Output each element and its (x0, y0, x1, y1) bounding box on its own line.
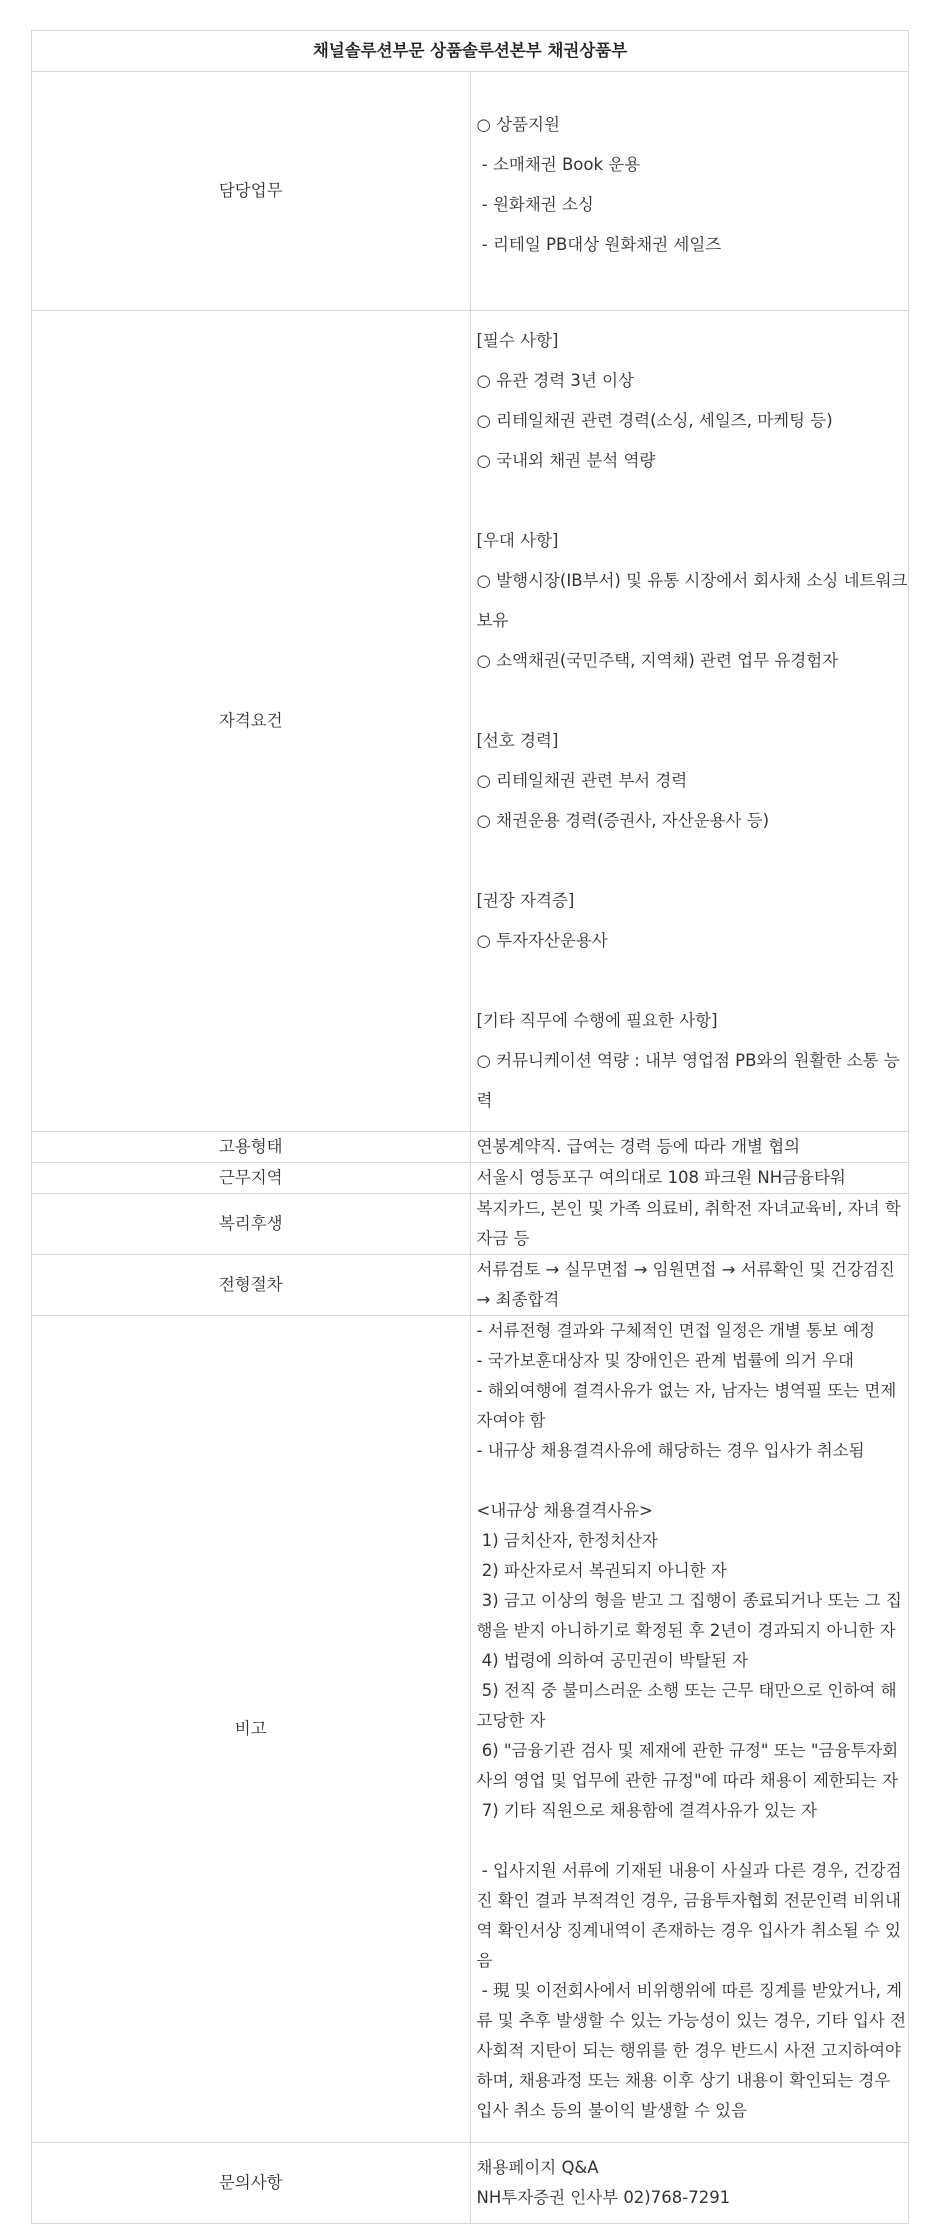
duties-line: - 리테일 PB대상 원화채권 세일즈 (476, 235, 722, 254)
requirement-heading: [기타 직무에 수행에 필요한 사항] (476, 1011, 718, 1030)
requirement-item: ○ 투자자산운용사 (476, 931, 608, 950)
inquiry-label: 문의사항 (32, 2143, 471, 2224)
inquiry-line: 채용페이지 Q&A (476, 2158, 599, 2177)
requirement-item: ○ 커뮤니케이션 역량 : 내부 영업점 PB와의 원활한 소통 능력 (476, 1051, 900, 1110)
duties-row (32, 72, 909, 311)
requirement-item: ○ 리테일채권 관련 부서 경력 (476, 771, 688, 790)
remark-line: - 해외여행에 결격사유가 없는 자, 남자는 병역필 또는 면제자여야 함 (476, 1381, 897, 1430)
employment-type-value: 연봉계약직. 급여는 경력 등에 따라 개별 협의 (470, 1132, 909, 1163)
disqualification-item: 4) 법령에 의하여 공민권이 박탈된 자 (476, 1651, 749, 1670)
remark-line: - 서류전형 결과와 구체적인 면접 일정은 개별 통보 예정 (476, 1321, 876, 1340)
requirement-item: ○ 채권운용 경력(증권사, 자산운용사 등) (476, 811, 770, 830)
benefits-row (32, 1194, 909, 1255)
disqualification-item: 5) 전직 중 불미스러운 소행 또는 근무 태만으로 인하여 해고당한 자 (476, 1681, 897, 1730)
requirement-heading: [선호 경력] (476, 731, 559, 750)
location-label: 근무지역 (32, 1163, 471, 1194)
job-posting (31, 30, 913, 2224)
duties-content (470, 72, 909, 311)
disqualification-item: 7) 기타 직원으로 채용함에 결격사유가 있는 자 (476, 1801, 818, 1820)
job-posting-table (31, 30, 913, 2224)
inquiry-row (32, 2143, 909, 2224)
location-value: 서울시 영등포구 여의대로 108 파크원 NH금융타워 (470, 1163, 909, 1194)
disqualification-item: 1) 금치산자, 한정치산자 (476, 1531, 658, 1550)
employment-type-row (32, 1132, 909, 1163)
requirement-item: ○ 국내외 채권 분석 역량 (476, 451, 656, 470)
requirement-item: ○ 리테일채권 관련 경력(소싱, 세일즈, 마케팅 등) (476, 411, 833, 430)
duties-line: ○ 상품지원 (476, 115, 560, 134)
location-row (32, 1163, 909, 1194)
inquiry-contact: NH투자증권 인사부 02)768-7291 (476, 2188, 731, 2207)
title-row (32, 31, 909, 72)
benefits-value: 복지카드, 본인 및 가족 의료비, 취학전 자녀교육비, 자녀 학자금 등 (470, 1194, 909, 1255)
requirement-heading: [필수 사항] (476, 331, 559, 350)
remark-line: - 내규상 채용결격사유에 해당하는 경우 입사가 취소됨 (476, 1441, 865, 1460)
qualifications-row (32, 311, 909, 1132)
qualifications-label: 자격요건 (32, 311, 471, 1132)
duties-line: - 소매채권 Book 운용 (476, 155, 641, 174)
requirement-item: ○ 발행시장(IB부서) 및 유통 시장에서 회사채 소싱 네트워크 보유 (476, 571, 913, 630)
process-row (32, 1255, 909, 1316)
disqualification-item: 6) "금융기관 검사 및 제재에 관한 규정" 또는 "금융투자회사의 영업 및 업무에 관한 규정"에 따라 채용이 제한되는 자 (476, 1741, 899, 1790)
employment-type-label: 고용형태 (32, 1132, 471, 1163)
requirement-heading: [권장 자격증] (476, 891, 575, 910)
requirement-item: ○ 소액채권(국민주택, 지역채) 관련 업무 유경험자 (476, 651, 839, 670)
remark-line: - 국가보훈대상자 및 장애인은 관계 법률에 의거 우대 (476, 1351, 854, 1370)
remarks-row (32, 1316, 909, 2143)
disqualification-item: 3) 금고 이상의 형을 받고 그 집행이 종료되거나 또는 그 집행을 받지 아니하기로 확정된 후 2년이 경과되지 아니한 자 (476, 1591, 902, 1640)
process-label: 전형절차 (32, 1255, 471, 1316)
requirement-heading: [우대 사항] (476, 531, 559, 550)
final-note: - 입사지원 서류에 기재된 내용이 사실과 다른 경우, 건강검진 확인 결과 부적격인 경우, 금융투자협회 전문인력 비위내역 확인서상 징계내역이 존재하는 경우 입사가 취소될 수 있음 (476, 1861, 902, 1970)
qualifications-content (470, 311, 913, 1132)
inquiry-content (470, 2143, 909, 2224)
process-value: 서류검토 → 실무면접 → 임원면접 → 서류확인 및 건강검진 → 최종합격 (470, 1255, 909, 1316)
final-note: - 現 및 이전회사에서 비위행위에 따른 징계를 받았거나, 계류 및 추후 발생할 수 있는 가능성이 있는 경우, 기타 입사 전 사회적 지탄이 되는 행위를 한 경우 반드시 사전 고지하여야 하며, 채용과정 또는 채용 이후 상기 내용이 확인되는 경우 입사 취소 등의 불이익 발생할 수 있음 (476, 1981, 912, 2120)
benefits-label: 복리후생 (32, 1194, 471, 1255)
posting-title: 채널솔루션부문 상품솔루션본부 채권상품부 (32, 31, 909, 72)
disqualification-heading: <내규상 채용결격사유> (476, 1501, 653, 1520)
remarks-label: 비고 (32, 1316, 471, 2143)
remarks-content (470, 1316, 912, 2143)
duties-line: - 원화채권 소싱 (476, 195, 594, 214)
duties-label: 담당업무 (32, 72, 471, 311)
requirement-item: ○ 유관 경력 3년 이상 (476, 371, 634, 390)
disqualification-item: 2) 파산자로서 복권되지 아니한 자 (476, 1561, 727, 1580)
